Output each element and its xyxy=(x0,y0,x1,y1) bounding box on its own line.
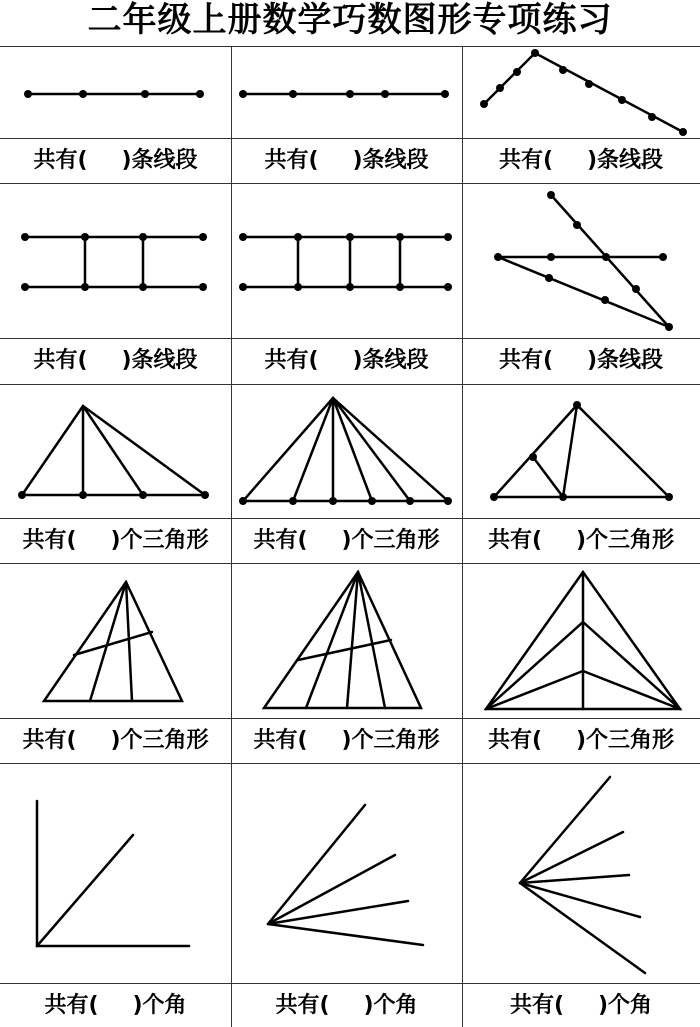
worksheet-title: 二年级上册数学巧数图形专项练习 xyxy=(87,0,613,40)
segment-figure-6 xyxy=(498,195,669,327)
caption-row4-col2: 共有( )个三角形 xyxy=(253,728,440,753)
caption-row1-col2: 共有( )条线段 xyxy=(264,148,429,173)
caption-row4-col3: 共有( )个三角形 xyxy=(487,728,675,753)
caption-row5-col1: 共有( )个角 xyxy=(44,993,187,1018)
caption-row2-col3: 共有( )条线段 xyxy=(498,348,664,373)
triangle-figure-2 xyxy=(243,398,448,501)
triangle-figure-1 xyxy=(22,406,205,495)
triangle-figure-5 xyxy=(264,572,421,708)
segment-figure-5 xyxy=(243,237,448,287)
segment-figure-4 xyxy=(25,237,203,287)
triangle-figure-6 xyxy=(486,572,680,709)
angle-figure-1 xyxy=(37,801,189,946)
caption-row5-col2: 共有( )个角 xyxy=(275,993,418,1018)
caption-row3-col2: 共有( )个三角形 xyxy=(253,528,440,553)
angle-figure-3 xyxy=(520,777,645,973)
triangle-figure-4 xyxy=(44,582,182,701)
caption-row2-col2: 共有( )条线段 xyxy=(264,348,429,373)
caption-row1-col1: 共有( )条线段 xyxy=(33,148,198,173)
angle-figure-2 xyxy=(268,805,423,945)
caption-row3-col3: 共有( )个三角形 xyxy=(487,528,675,553)
caption-row2-col1: 共有( )条线段 xyxy=(33,348,198,373)
caption-row4-col1: 共有( )个三角形 xyxy=(22,728,209,753)
triangle-figure-3 xyxy=(494,405,669,497)
caption-row3-col1: 共有( )个三角形 xyxy=(22,528,209,553)
caption-row1-col3: 共有( )条线段 xyxy=(498,148,664,173)
caption-row5-col3: 共有( )个角 xyxy=(509,993,653,1018)
